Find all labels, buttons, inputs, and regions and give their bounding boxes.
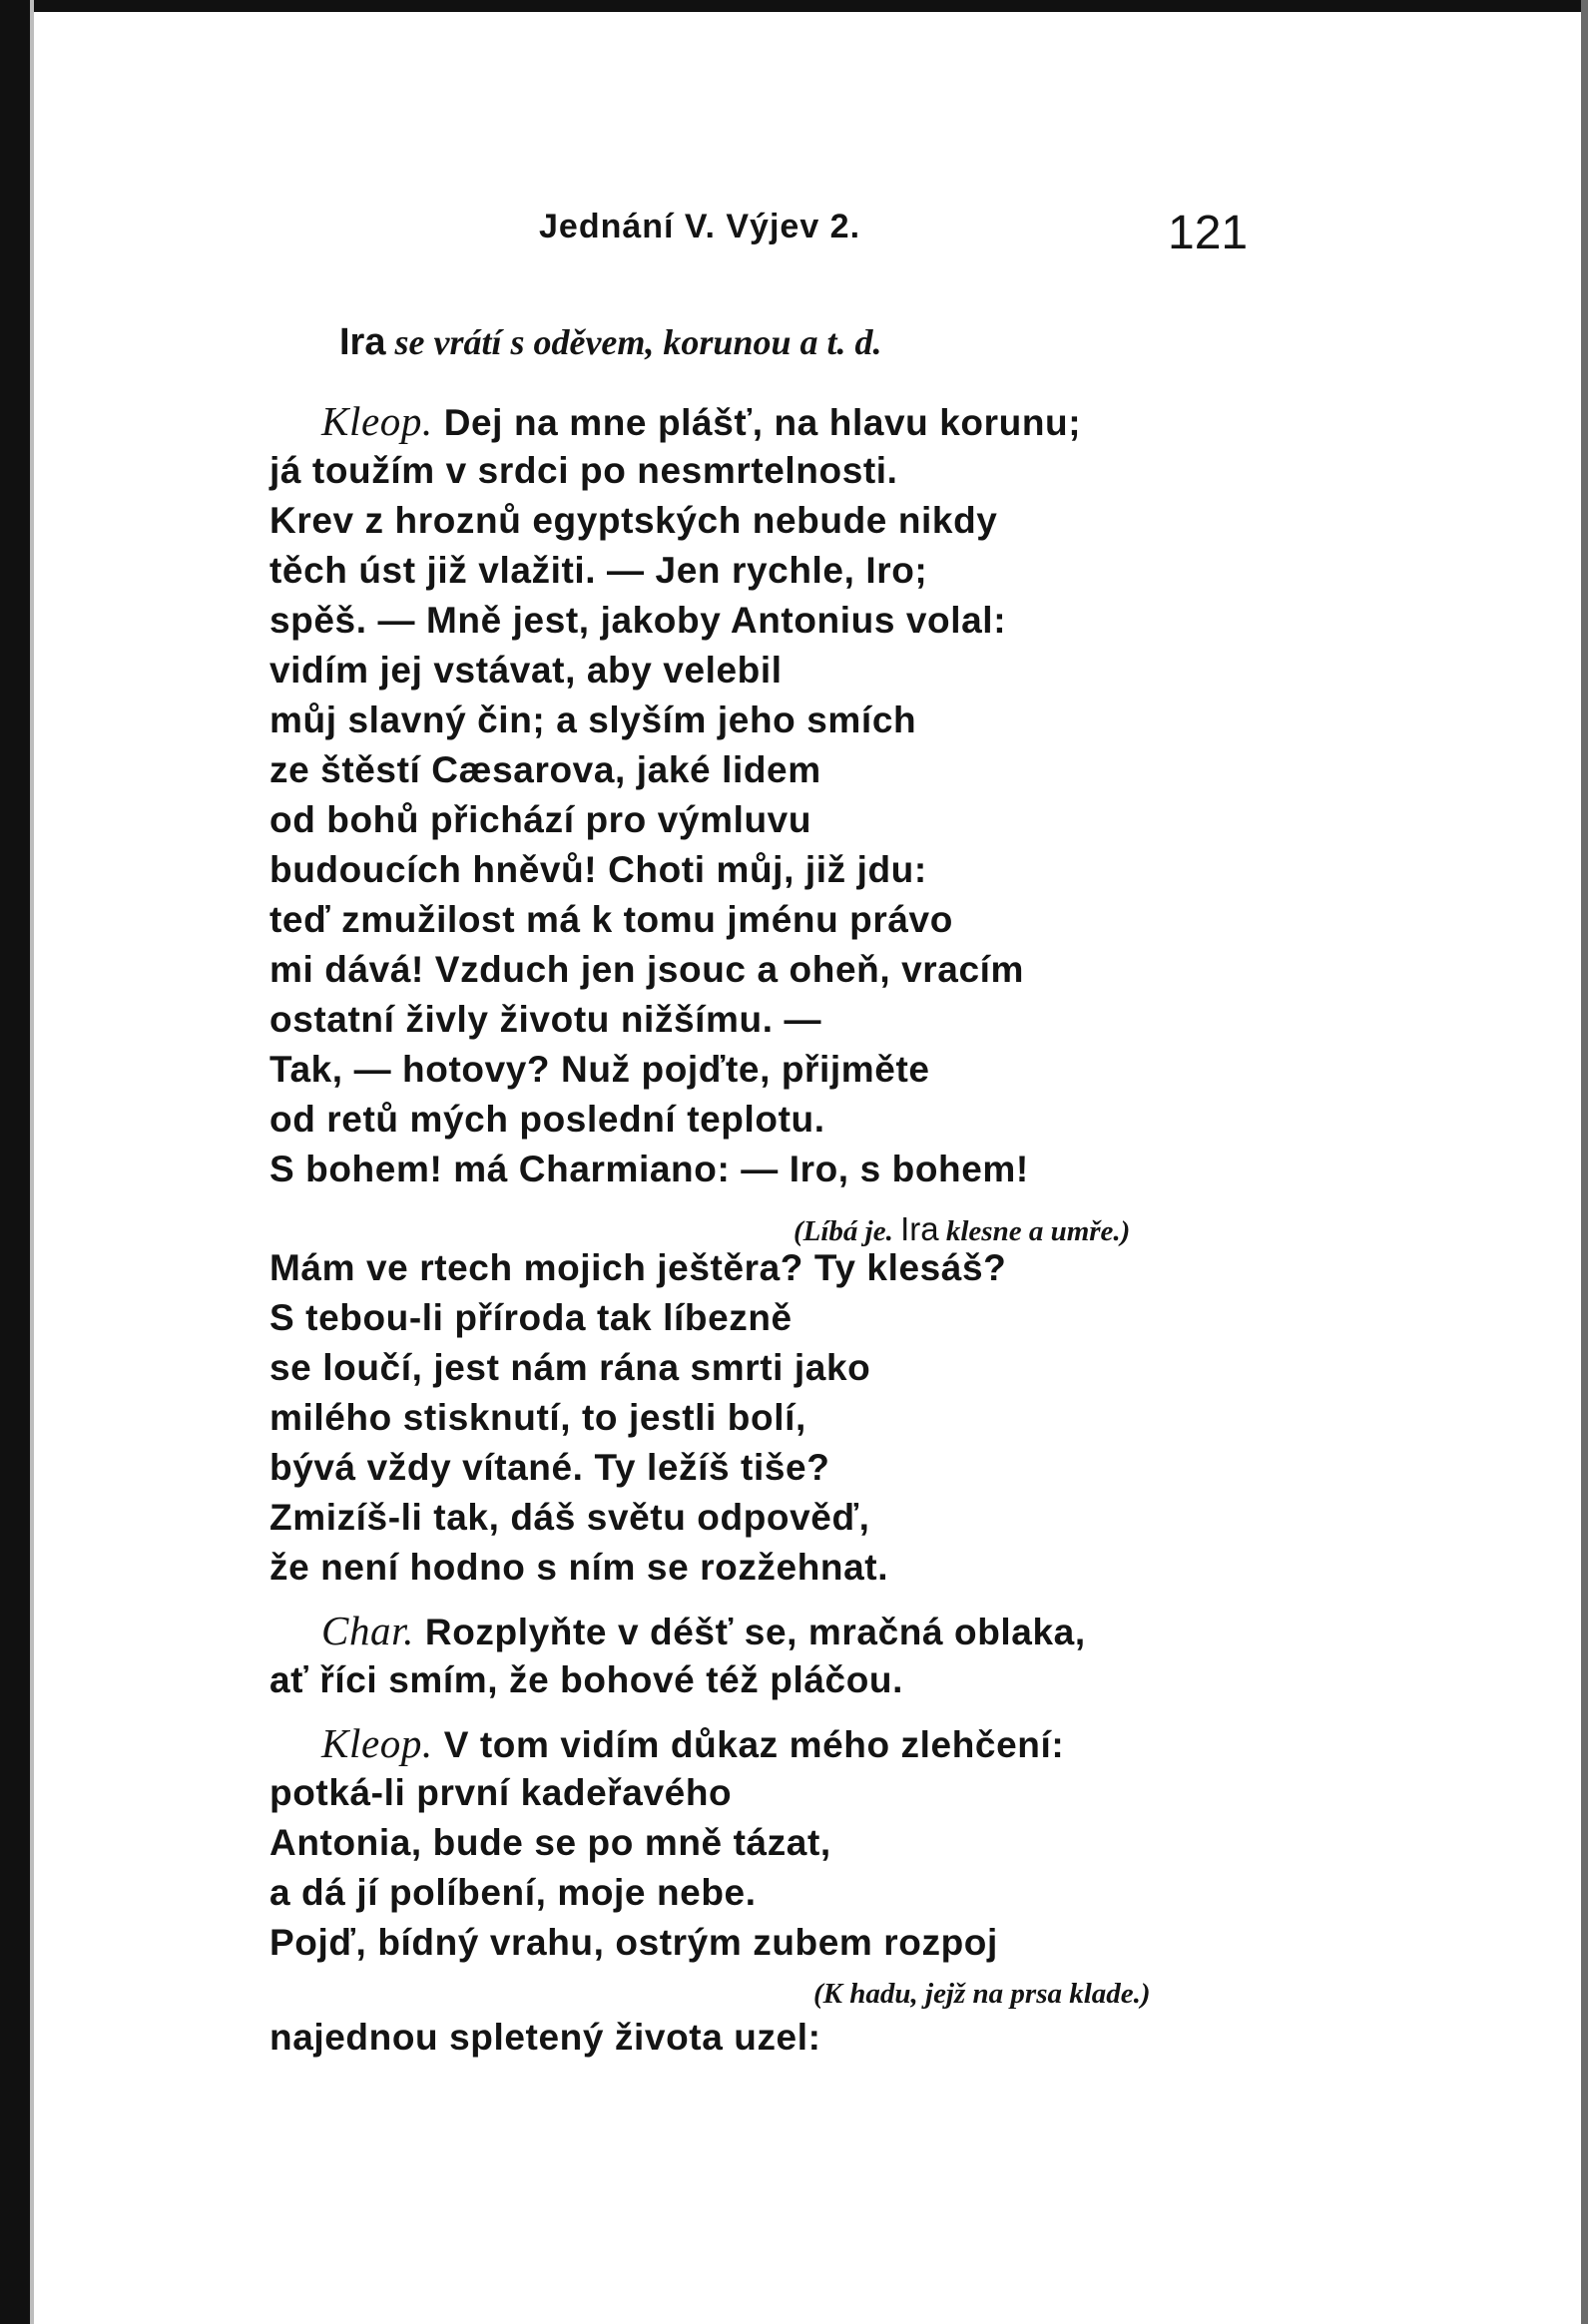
verse-line <box>269 1346 870 1390</box>
stage-entry-name: Ira <box>339 321 386 363</box>
verse-text: Krev z hroznů egyptských nebude nikdy <box>269 500 998 541</box>
verse-line <box>269 649 783 693</box>
verse-text: ať říci smím, že bohové též pláčou. <box>269 1659 904 1700</box>
verse-text: Antonia, bude se po mně tázat, <box>269 1822 831 1863</box>
verse-line <box>269 898 953 942</box>
verse-text: a dá jí políbení, moje nebe. <box>269 1872 757 1913</box>
verse-line <box>269 948 1024 992</box>
verse-line <box>269 449 898 493</box>
verse-text: mi dává! Vzduch jen jsouc a oheň, vracím <box>269 949 1024 990</box>
verse-text: V tom vidím důkaz mého zlehčení: <box>443 1724 1065 1765</box>
verse-text: spěš. — Mně jest, jakoby Antonius volal: <box>269 600 1007 641</box>
speaker-name: Char. <box>321 1608 415 1653</box>
stage-asp-text: (K hadu, jejž na prsa klade.) <box>813 1978 1151 2010</box>
scan-border-right <box>1581 0 1588 2324</box>
verse-line <box>269 1496 870 1540</box>
verse-text: od retů mých poslední teplotu. <box>269 1099 825 1140</box>
verse-line <box>269 1546 888 1590</box>
speaker-name: Kleop. <box>321 398 433 444</box>
verse-line <box>269 998 821 1042</box>
verse-line <box>269 549 927 593</box>
verse-text: Tak, — hotovy? Nuž pojďte, přijměte <box>269 1049 930 1090</box>
stage-direction-asp <box>813 1978 1151 2011</box>
verse-line <box>269 1148 1029 1191</box>
verse-line <box>269 1396 806 1440</box>
running-title: Jednání V. Výjev 2. <box>539 208 861 245</box>
verse-text: se loučí, jest nám rána smrti jako <box>269 1347 871 1388</box>
stage-direction-kiss <box>794 1210 1130 1248</box>
verse-line <box>269 1446 829 1490</box>
stage-kiss-after: klesne a umře.) <box>945 1215 1131 1247</box>
verse-line <box>269 748 821 792</box>
verse-line <box>269 1048 930 1092</box>
verse-line <box>269 599 1006 643</box>
verse-text: S tebou-li příroda tak líbezně <box>269 1297 793 1338</box>
verse-text: vidím jej vstávat, aby velebil <box>269 650 783 691</box>
verse-line <box>269 1658 903 1702</box>
verse-line <box>269 698 916 742</box>
verse-text: najednou spletený života uzel: <box>269 2017 821 2058</box>
verse-line <box>269 1296 793 1340</box>
verse-text: teď zmužilost má k tomu jménu právo <box>269 899 953 940</box>
speaker-name: Kleop. <box>321 1720 433 1766</box>
verse-text: budoucích hněvů! Choti můj, již jdu: <box>269 849 927 890</box>
stage-entry-text: se vrátí s oděvem, korunou a t. d. <box>394 322 882 362</box>
verse-line <box>321 399 1081 445</box>
verse-text: ze štěstí Cæsarova, jaké lidem <box>269 749 821 790</box>
verse-text: že není hodno s ním se rozžehnat. <box>269 1547 889 1588</box>
verse-text: Rozplyňte v déšť se, mračná oblaka, <box>424 1612 1086 1652</box>
verse-line <box>269 798 811 842</box>
verse-line <box>269 1771 732 1815</box>
verse-line <box>269 1921 998 1965</box>
verse-line <box>269 1246 1006 1290</box>
verse-text: já toužím v srdci po nesmrtelnosti. <box>269 450 898 491</box>
verse-line <box>321 1609 1086 1654</box>
verse-line <box>269 499 997 543</box>
verse-text: S bohem! má Charmiano: — Iro, s bohem! <box>269 1149 1029 1189</box>
verse-line <box>269 1871 757 1915</box>
stage-direction-entry <box>339 321 882 364</box>
verse-line <box>321 1721 1064 1767</box>
verse-text: milého stisknutí, to jestli bolí, <box>269 1397 806 1438</box>
verse-text: Pojď, bídný vrahu, ostrým zubem rozpoj <box>269 1922 998 1963</box>
scan-border-left <box>0 0 30 2324</box>
stage-kiss-name: Ira <box>900 1210 939 1247</box>
verse-text: Dej na mne plášť, na hlavu korunu; <box>443 402 1082 443</box>
verse-text: potká-li první kadeřavého <box>269 1772 733 1813</box>
verse-text: těch úst již vlažiti. — Jen rychle, Iro; <box>269 550 928 591</box>
verse-text: od bohů přichází pro výmluvu <box>269 799 812 840</box>
verse-text: Zmizíš-li tak, dáš světu odpověď, <box>269 1497 870 1538</box>
scan-border-left-inner <box>30 0 34 2324</box>
verse-line <box>269 848 927 892</box>
verse-line <box>269 1821 831 1865</box>
verse-line <box>269 1098 825 1142</box>
verse-text: Mám ve rtech mojich ještěra? Ty klesáš? <box>269 1247 1007 1288</box>
verse-text: ostatní živly životu nižšímu. — <box>269 999 822 1040</box>
verse-line <box>269 2016 821 2060</box>
page-number: 121 <box>1168 207 1249 259</box>
verse-text: bývá vždy vítané. Ty ležíš tiše? <box>269 1447 830 1488</box>
verse-text: můj slavný čin; a slyším jeho smích <box>269 699 917 740</box>
stage-kiss-before: (Líbá je. <box>794 1215 893 1247</box>
scan-border-top <box>0 0 1588 12</box>
